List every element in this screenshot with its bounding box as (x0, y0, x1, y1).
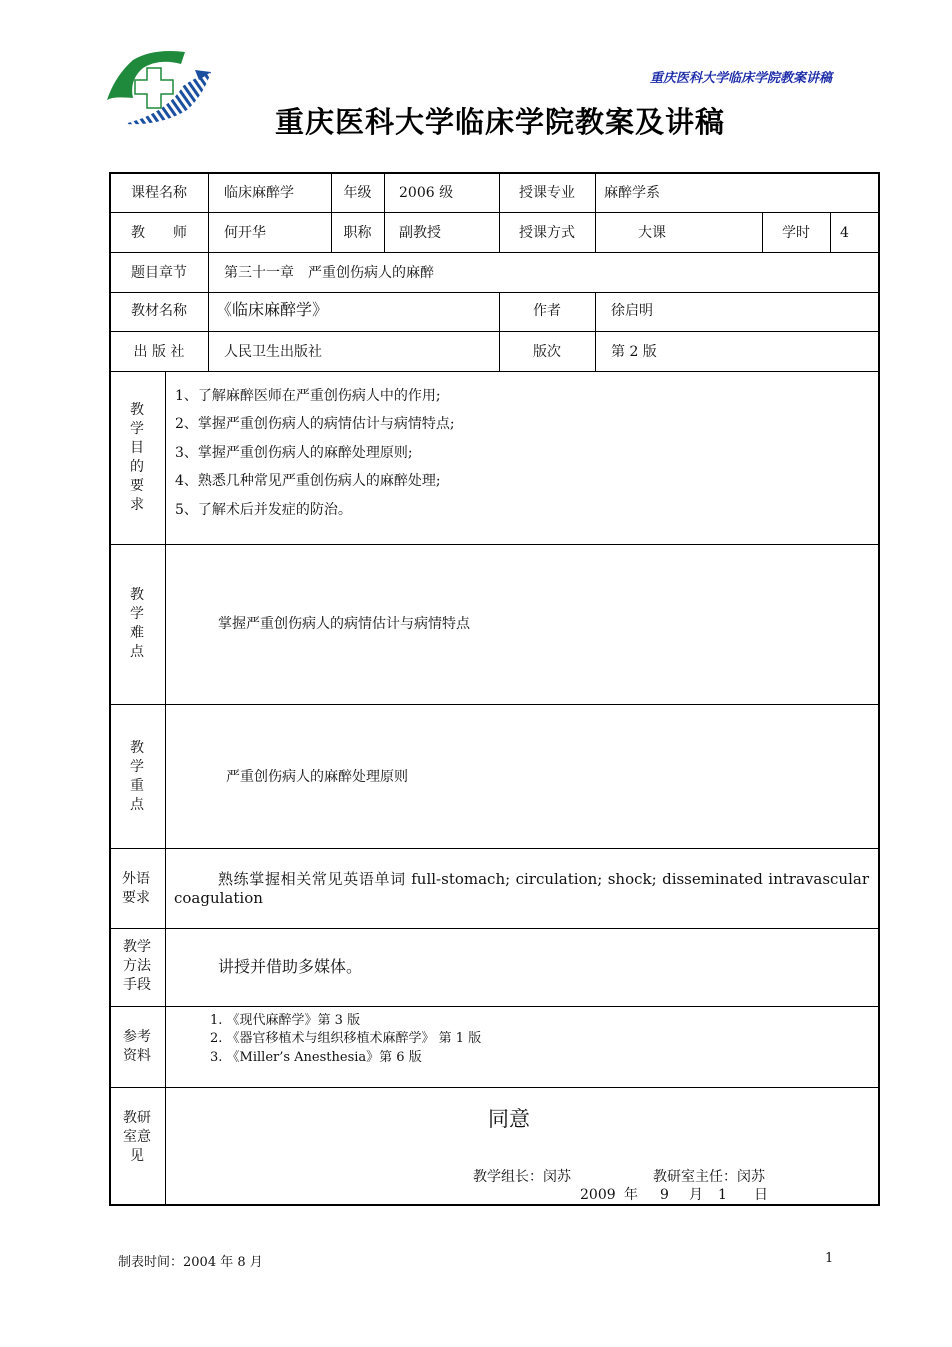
chapter-value: 第三十一章 严重创伤病人的麻醉 (224, 265, 434, 281)
edition-label: 版次 (533, 344, 561, 360)
opinion-label: 教研室意见 (123, 1110, 151, 1164)
date-day: 1 (718, 1187, 727, 1203)
university-logo (103, 46, 215, 126)
textbook-value: 《临床麻醉学》 (216, 300, 329, 319)
objective-item: 4、熟悉几种常见严重创伤病人的麻醉处理; (175, 473, 441, 489)
chapter-label: 题目章节 (131, 265, 187, 281)
date-year: 2009 (580, 1187, 616, 1203)
header-subtitle: 重庆医科大学临床学院教案讲稿 (649, 71, 832, 86)
department-director: 教研室主任：闵苏 (653, 1169, 765, 1185)
course-label: 课程名称 (131, 185, 187, 201)
reference-item: 1. 《现代麻醉学》第 3 版 (210, 1013, 361, 1028)
mode-label: 授课方式 (519, 225, 575, 241)
hours-label: 学时 (782, 225, 810, 241)
date-day-unit: 日 (754, 1187, 768, 1203)
opinion-text: 同意 (488, 1107, 530, 1131)
publisher-label: 出 版 社 (133, 344, 185, 360)
teacher-value: 何开华 (224, 225, 266, 241)
rank-value: 副教授 (399, 225, 441, 241)
page-number: 1 (825, 1251, 834, 1266)
foreign-text-cont: coagulation (174, 889, 263, 907)
objective-item: 5、了解术后并发症的防治。 (175, 502, 352, 518)
foreign-label: 外语要求 (122, 871, 150, 906)
objective-item: 3、掌握严重创伤病人的麻醉处理原则; (175, 445, 413, 461)
methods-label: 教学方法手段 (123, 939, 151, 993)
difficulty-text: 掌握严重创伤病人的病情估计与病情特点 (218, 616, 470, 632)
course-value: 临床麻醉学 (224, 185, 294, 201)
mode-value: 大课 (638, 225, 666, 241)
made-time: 制表时间：2004 年 8 月 (118, 1255, 263, 1270)
methods-text: 讲授并借助多媒体。 (218, 957, 363, 976)
author-value: 徐启明 (611, 303, 653, 319)
references-label: 参考资料 (123, 1029, 151, 1064)
objective-item: 2、掌握严重创伤病人的病情估计与病情特点; (175, 416, 455, 432)
publisher-value: 人民卫生出版社 (224, 344, 322, 360)
date-month-unit: 月 (689, 1187, 703, 1203)
objectives-label: 教学目的要求 (130, 402, 144, 513)
date-month: 9 (660, 1187, 669, 1203)
page-title: 重庆医科大学临床学院教案及讲稿 (274, 105, 725, 139)
key-points-text: 严重创伤病人的麻醉处理原则 (226, 769, 408, 785)
rank-label: 职称 (343, 225, 372, 241)
teaching-group-leader: 教学组长：闵苏 (473, 1169, 571, 1185)
key-points-label: 教学重点 (130, 740, 144, 813)
hours-value: 4 (840, 225, 849, 241)
reference-item: 3. 《Miller’s Anesthesia》第 6 版 (210, 1050, 422, 1065)
objective-item: 1、了解麻醉医师在严重创伤病人中的作用; (175, 388, 441, 404)
edition-value: 第 2 版 (611, 344, 657, 360)
date-year-unit: 年 (624, 1187, 638, 1203)
major-value: 麻醉学系 (604, 185, 660, 201)
difficulty-label: 教学难点 (130, 587, 144, 660)
teacher-label: 教 师 (131, 225, 187, 241)
foreign-text: 熟练掌握相关常见英语单词 full-stomach; circulation; shock; disseminated intravascular (218, 870, 869, 888)
reference-item: 2. 《器官移植术与组织移植术麻醉学》 第 1 版 (210, 1031, 482, 1046)
grade-label: 年级 (343, 185, 372, 201)
textbook-label: 教材名称 (131, 303, 187, 319)
grade-value: 2006 级 (399, 185, 454, 201)
author-label: 作者 (533, 303, 561, 319)
major-label: 授课专业 (519, 185, 575, 201)
